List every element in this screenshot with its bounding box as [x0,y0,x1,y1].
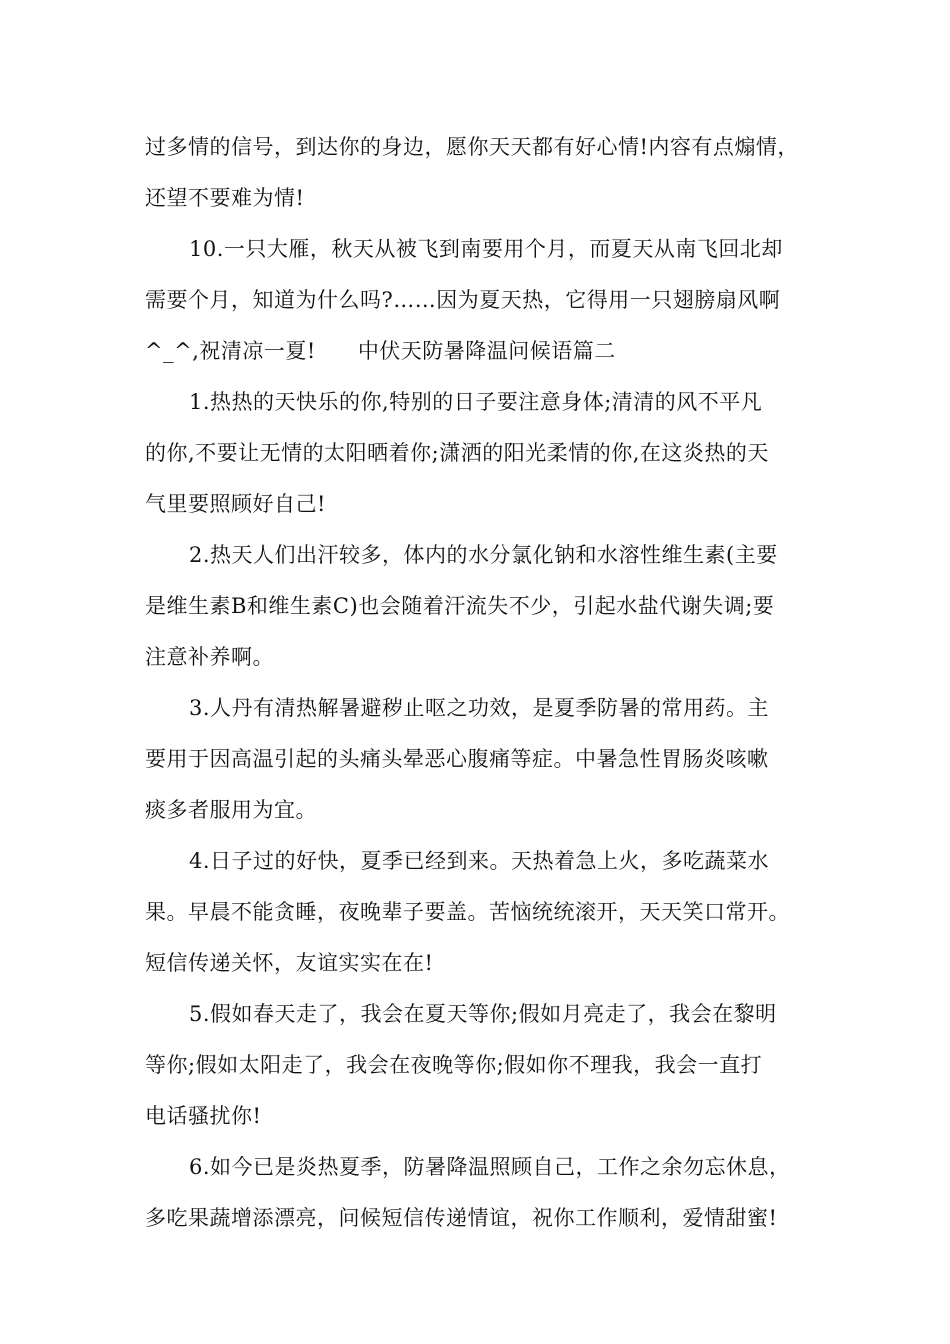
text-line: 短信传递关怀，友谊实实在在! [145,951,434,975]
text-line: 的你,不要让无情的太阳晒着你;潇洒的阳光柔情的你,在这炎热的天 [145,441,769,465]
text-line: 5.假如春天走了，我会在夏天等你;假如月亮走了，我会在黎明 [189,1002,777,1026]
section-heading: 中伏天防暑降温问候语篇二 [357,339,616,363]
text-line: 电话骚扰你! [145,1104,262,1128]
text-line: 是维生素B和维生素C)也会随着汗流失不少，引起水盐代谢失调;要 [145,594,775,618]
text-line: 过多情的信号，到达你的身边，愿你天天都有好心情!内容有点煽情， [145,135,799,159]
text-line: 注意补养啊。 [145,645,274,669]
text-fragment: ^_^,祝清凉一夏! [145,339,316,363]
text-line: 多吃果蔬增添漂亮，问候短信传递情谊，祝你工作顺利，爱情甜蜜! [145,1206,778,1230]
text-line: 3.人丹有清热解暑避秽止呕之功效，是夏季防暑的常用药。主 [189,696,770,720]
text-line: 等你;假如太阳走了，我会在夜晚等你;假如你不理我，我会一直打 [145,1053,763,1077]
text-line: 果。早晨不能贪睡，夜晚辈子要盖。苦恼统统滚开，天天笑口常开。 [145,900,790,924]
text-line: 还望不要难为情! [145,186,305,210]
text-line: 痰多者服用为宜。 [145,798,317,822]
text-line: 10.一只大雁，秋天从被飞到南要用个月，而夏天从南飞回北却 [189,237,783,261]
text-line: 4.日子过的好快，夏季已经到来。天热着急上火，多吃蔬菜水 [189,849,770,873]
text-line: 气里要照顾好自己! [145,492,326,516]
text-line: 1.热热的天快乐的你,特别的日子要注意身体;清清的风不平凡 [189,390,763,414]
text-line: 2.热天人们出汗较多，体内的水分氯化钠和水溶性维生素(主要 [189,543,778,567]
text-line: 6.如今已是炎热夏季，防暑降温照顾自己，工作之余勿忘休息， [189,1155,791,1179]
text-line: 需要个月，知道为什么吗?……因为夏天热，它得用一只翅膀扇风啊 [145,288,781,312]
document-body [145,127,817,1249]
text-line-with-heading [145,331,817,382]
text-line: 要用于因高温引起的头痛头晕恶心腹痛等症。中暑急性胃肠炎咳嗽 [145,747,769,771]
